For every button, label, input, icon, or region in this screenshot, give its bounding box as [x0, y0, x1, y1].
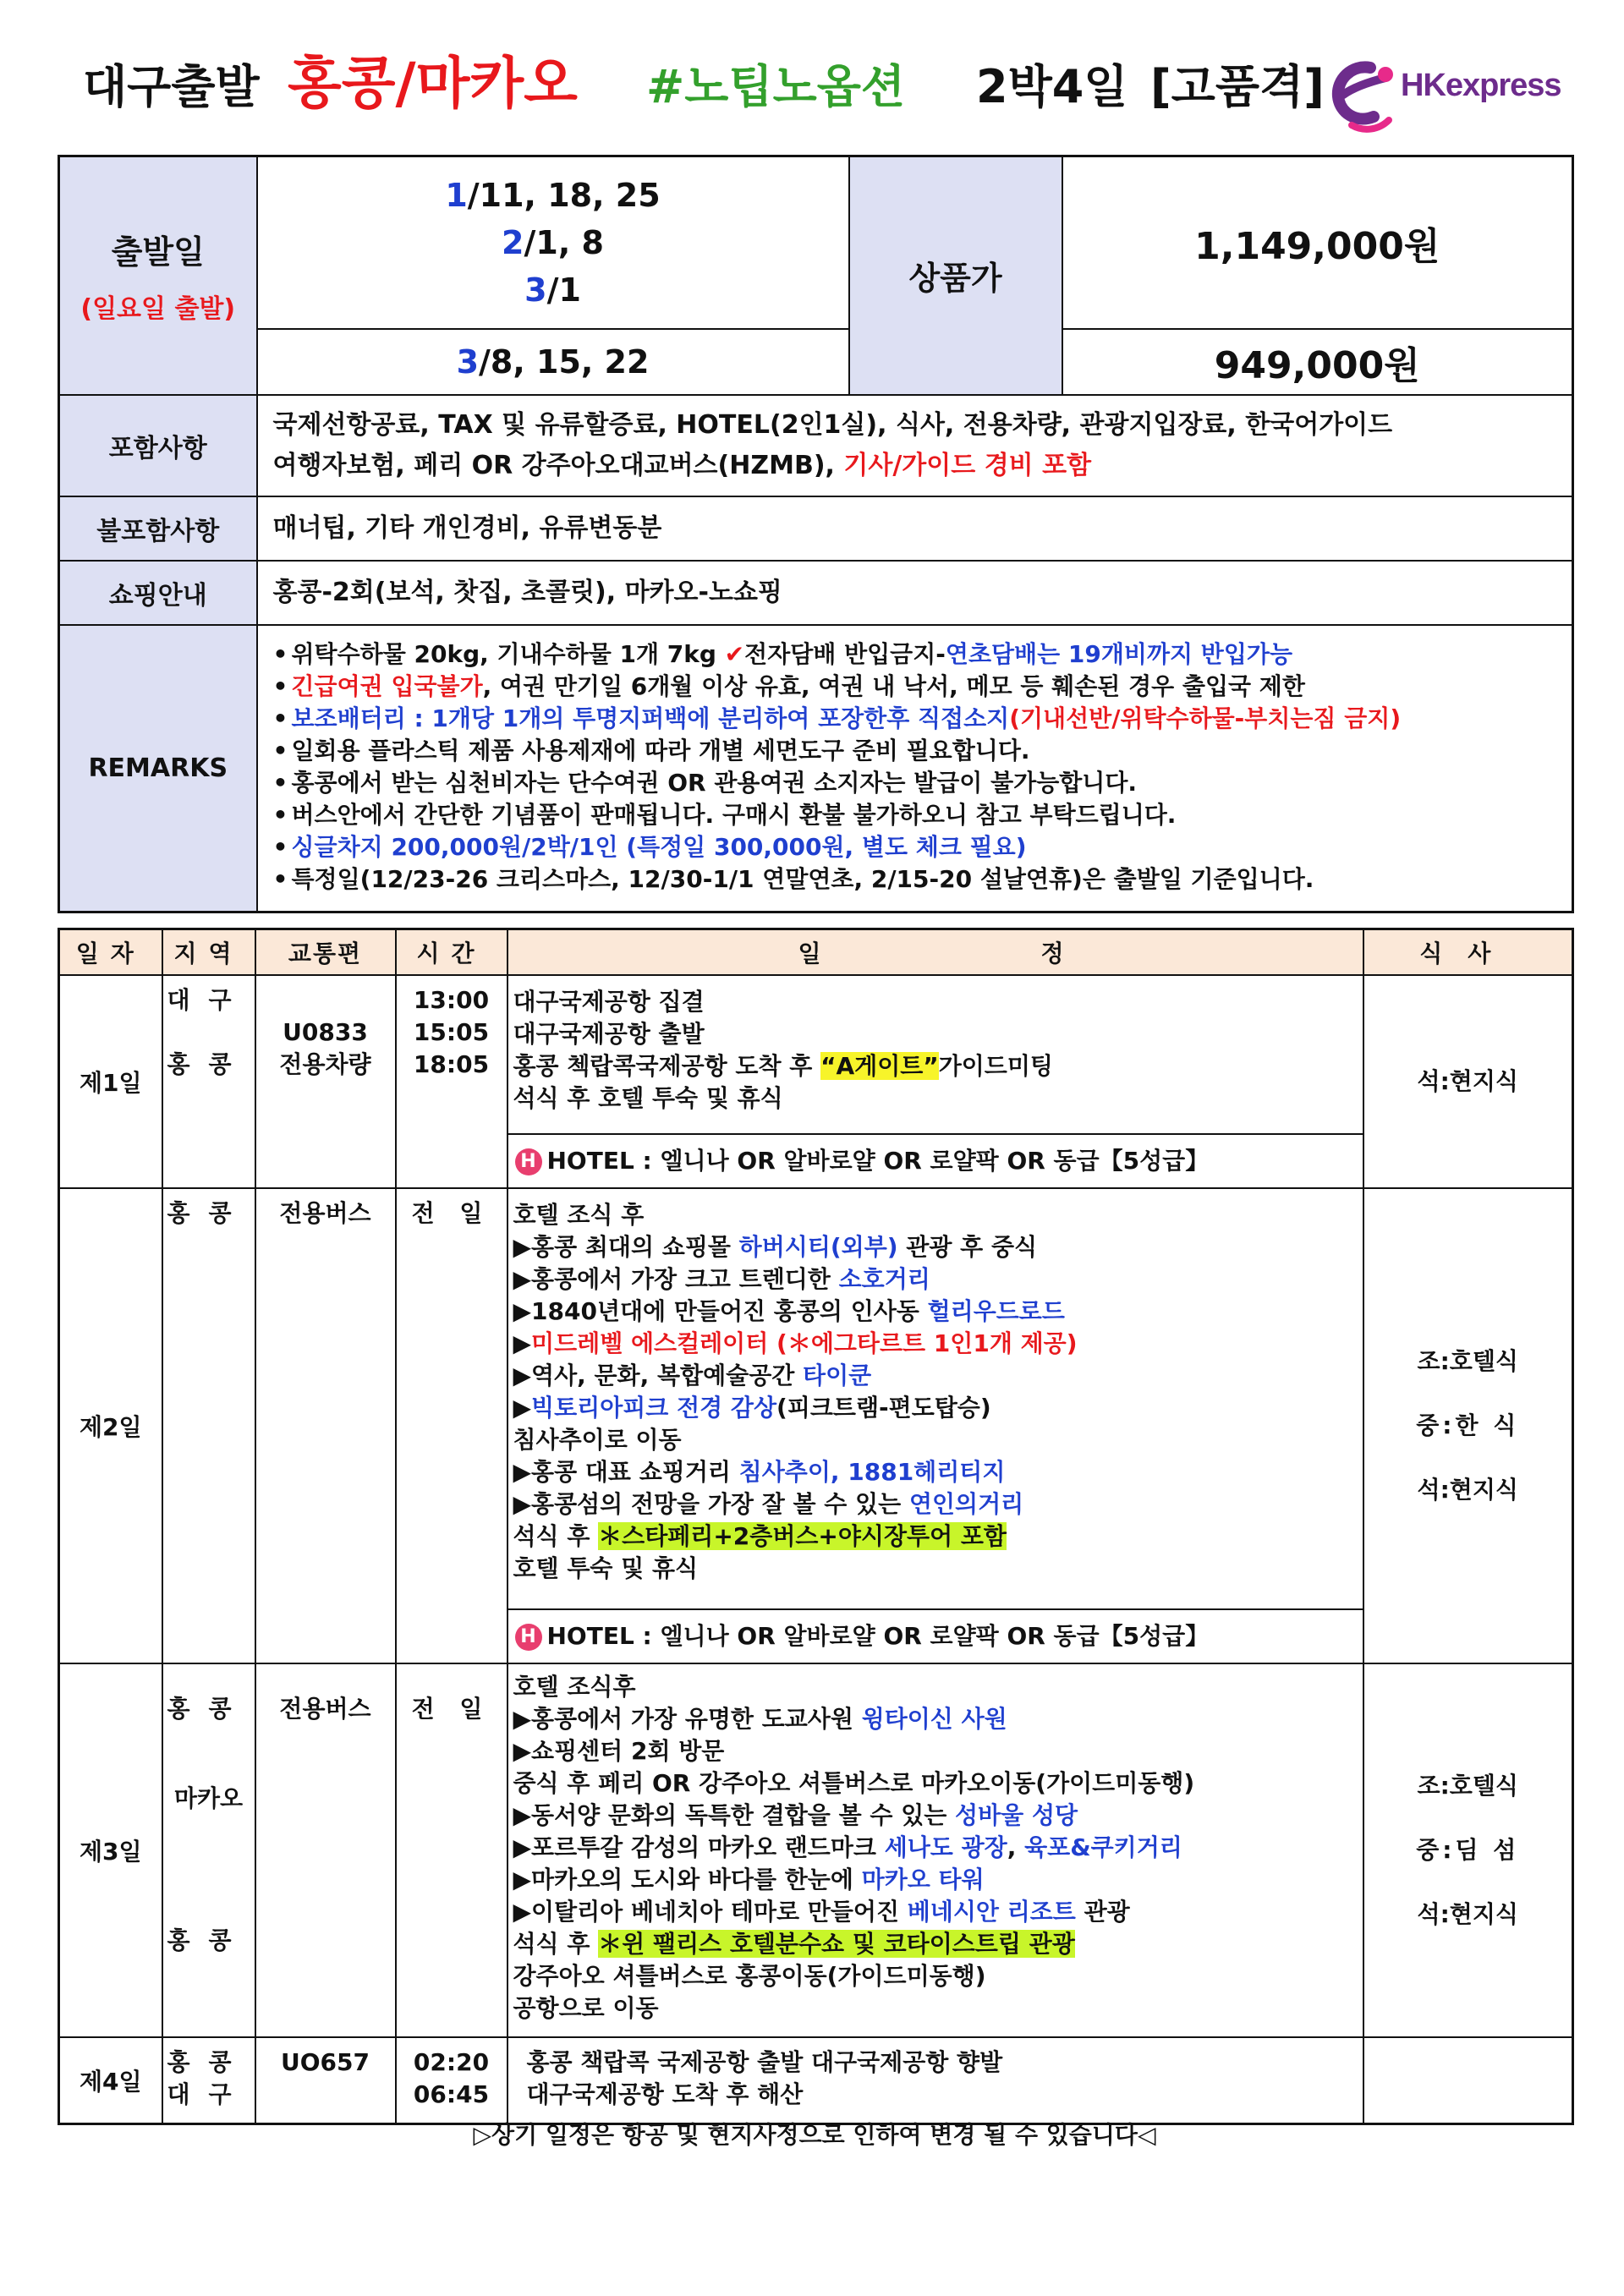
hotel-icon: H	[515, 1148, 542, 1175]
time-cell: 전 일	[396, 1663, 508, 2037]
hkexpress-logo	[1326, 49, 1605, 142]
title-departure: 대구출발	[83, 60, 260, 113]
remarks-list	[257, 625, 1573, 912]
price-label: 상품가	[849, 156, 1062, 395]
hkexpress-wordmark: HKexpress	[1401, 68, 1561, 103]
day-row-3	[59, 1663, 1573, 2037]
date-line: 3/1	[524, 271, 581, 309]
region-cell: 홍콩	[162, 1188, 255, 1663]
day-label: 제2일	[59, 1188, 162, 1663]
included-label: 포함사항	[59, 395, 257, 496]
title-duration: 2박4일	[976, 60, 1128, 113]
day-label: 제1일	[59, 975, 162, 1188]
meal-cell	[1363, 2037, 1573, 2123]
schedule-header-row	[59, 929, 1573, 976]
header-day: 일자	[59, 929, 162, 976]
departure-dates-b: 3/8, 15, 22	[257, 329, 849, 395]
departure-sublabel: (일요일 출발)	[80, 294, 236, 325]
day-label: 제3일	[59, 1663, 162, 2037]
plan-cell: 호텔 조식후 ▶홍콩에서 가장 유명한 도교사원 윙타이신 사원 ▶쇼핑센터 2회 방문 중식 후 페리 OR 강주아오 셔틀버스로 마카오이동(가이드미동행) ▶동서양 문화의 독특한 결합을 볼 수 있는 성바울 성당 ▶포르투갈 감성의 마카오 랜드마크 세나도 광장, 육포&쿠키거리 ▶마카오의 도시와 바다를 한눈에 마카오 타워 ▶이탈리아 베네치아 테마로 만들어진 베네시안 리조트 관광 석식 후 ＊윈 팰리스 호텔분수쇼 및 코타이스트립 관광 강주아오 셔틀버스로 홍콩이동(가이드미동행) 공항으로 이동	[508, 1663, 1363, 2037]
time-cell: 전 일	[396, 1188, 508, 1663]
transport-cell: UO657	[255, 2037, 396, 2123]
remark-item: • 특정일(12/23-26 크리스마스, 12/30-1/1 연말연초, 2/15-20 설날연휴)은 출발일 기준입니다.	[272, 865, 1314, 894]
day-row-4	[59, 2037, 1573, 2123]
included-items	[257, 395, 1573, 496]
remark-item: • 보조배터리 : 1개당 1개의 투명지퍼백에 분리하여 포장한후 직접소지(기내선반/위탁수하물-부치는짐 금지)	[272, 704, 1402, 733]
date-line: 2/1, 8	[502, 223, 604, 261]
region-cell: 홍콩 마카오 홍콩	[162, 1663, 255, 2037]
plan-cell: 홍콩 책랍콕 국제공항 출발 대구국제공항 향발 대구국제공항 도착 후 해산	[508, 2037, 1363, 2123]
date-line: 1/11, 18, 25	[445, 176, 661, 214]
remark-item: • 일회용 플라스틱 제품 사용제재에 따라 개별 세면도구 준비 필요합니다.	[272, 737, 1030, 765]
remarks-label: REMARKS	[59, 625, 257, 912]
shopping-info: 홍콩-2회(보석, 찻집, 초콜릿), 마카오-노쇼핑	[257, 561, 1573, 625]
transport-cell: 전용버스	[255, 1188, 396, 1663]
remark-item: • 홍콩에서 받는 심천비자는 단수여권 OR 관용여권 소지자는 발급이 불가능합니다.	[272, 769, 1138, 797]
schedule-table	[58, 928, 1574, 2125]
time-cell: 02:20 06:45	[396, 2037, 508, 2123]
departure-label: 출발일	[111, 233, 205, 271]
excluded-items: 매너팁, 기타 개인경비, 유류변동분	[257, 496, 1573, 561]
region-cell: 홍콩 대구	[162, 2037, 255, 2123]
header-region: 지역	[162, 929, 255, 976]
day-row-2	[59, 1188, 1573, 1663]
header-time: 시간	[396, 929, 508, 976]
shopping-label: 쇼핑안내	[59, 561, 257, 625]
product-info-table	[58, 155, 1574, 913]
price-a: 1,149,000원	[1062, 156, 1573, 329]
footnote: ▷상기 일정은 항공 및 현지사정으로 인하여 변경 될 수 있습니다◁	[473, 2121, 1156, 2149]
hotel-info: H HOTEL : 엘니나 OR 알바로얄 OR 로얄팍 OR 동급【5성급】	[508, 1133, 1363, 1187]
hotel-info: H HOTEL : 엘니나 OR 알바로얄 OR 로얄팍 OR 동급【5성급】	[508, 1608, 1363, 1663]
transport-cell: U0833 전용차량	[255, 975, 396, 1188]
title-hashtag: #노팁노옵션	[646, 60, 906, 113]
remark-item: • 싱글차지 200,000원/2박/1인 (특정일 300,000원, 별도 체크 필요)	[272, 833, 1027, 862]
departure-dates-a	[257, 156, 849, 329]
departure-label-cell	[59, 156, 257, 395]
time-cell: 13:00 15:05 18:05	[396, 975, 508, 1188]
region-cell: 대구 홍콩	[162, 975, 255, 1188]
remark-item: • 위탁수하물 20kg, 기내수하물 1개 7kg ✔전자담배 반입금지-연초담배는 19개비까지 반입가능	[272, 640, 1292, 669]
included-line-1: 국제선항공료, TAX 및 유류할증료, HOTEL(2인1실), 식사, 전용차량, 관광지입장료, 한국어가이드	[272, 409, 1393, 440]
transport-cell: 전용버스	[255, 1663, 396, 2037]
header-meal: 식사	[1363, 929, 1573, 976]
title-grade: [고품격]	[1150, 60, 1325, 113]
day-row-1	[59, 975, 1573, 1188]
meal-cell: 조:호텔식 중:한 식 석:현지식	[1363, 1188, 1573, 1663]
meal-cell: 석:현지식	[1363, 975, 1573, 1188]
remark-item: • 버스안에서 간단한 기념품이 판매됩니다. 구매시 환불 불가하오니 참고 부탁드립니다.	[272, 801, 1177, 830]
plan-cell: 대구국제공항 집결 대구국제공항 출발 홍콩 첵랍콕국제공항 도착 후 “A게이트”가이드미팅 석식 후 호텔 투숙 및 휴식 H HOTEL : 엘니나 OR 알바로얄 OR 로얄팍 OR 동급【5성급】	[508, 975, 1363, 1188]
day-label: 제4일	[59, 2037, 162, 2123]
checkmark-icon: ✔	[724, 640, 745, 669]
plan-cell: 호텔 조식 후 ▶홍콩 최대의 쇼핑몰 하버시티(외부) 관광 후 중식 ▶홍콩에서 가장 크고 트렌디한 소호거리 ▶1840년대에 만들어진 홍콩의 인사동 헐리우드로드 ▶미드레벨 에스컬레이터 (＊에그타르트 1인1개 제공) ▶역사, 문화, 복합예술공간 타이쿤 ▶빅토리아피크 전경 감상(피크트램-편도탑승) 침사추이로 이동 ▶홍콩 대표 쇼핑거리 침사추이, 1881헤리티지 ▶홍콩섬의 전망을 가장 잘 볼 수 있는 연인의거리 석식 후 ＊스타페리+2층버스+야시장투어 포함 호텔 투숙 및 휴식 H HOTEL : 엘니나 OR 알바로얄 OR 로얄팍 OR 동급【5성급】	[508, 1188, 1363, 1663]
hkexpress-e-icon	[1326, 52, 1402, 137]
included-line-2: 여행자보험, 페리 OR 강주아오대교버스(HZMB), 기사/가이드 경비 포함	[272, 450, 1092, 480]
header-transport: 교통편	[255, 929, 396, 976]
excluded-label: 불포함사항	[59, 496, 257, 561]
meal-cell: 조:호텔식 중:딤 섬 석:현지식	[1363, 1663, 1573, 2037]
title-bar	[83, 49, 1580, 142]
title-destination: 홍콩/마카오	[288, 51, 578, 116]
header-plan: 일정	[508, 929, 1363, 976]
price-b: 949,000원	[1062, 329, 1573, 395]
remark-item: • 긴급여권 입국불가, 여권 만기일 6개월 이상 유효, 여권 내 낙서, 메모 등 훼손된 경우 출입국 제한	[272, 672, 1305, 701]
hotel-icon: H	[515, 1624, 542, 1651]
